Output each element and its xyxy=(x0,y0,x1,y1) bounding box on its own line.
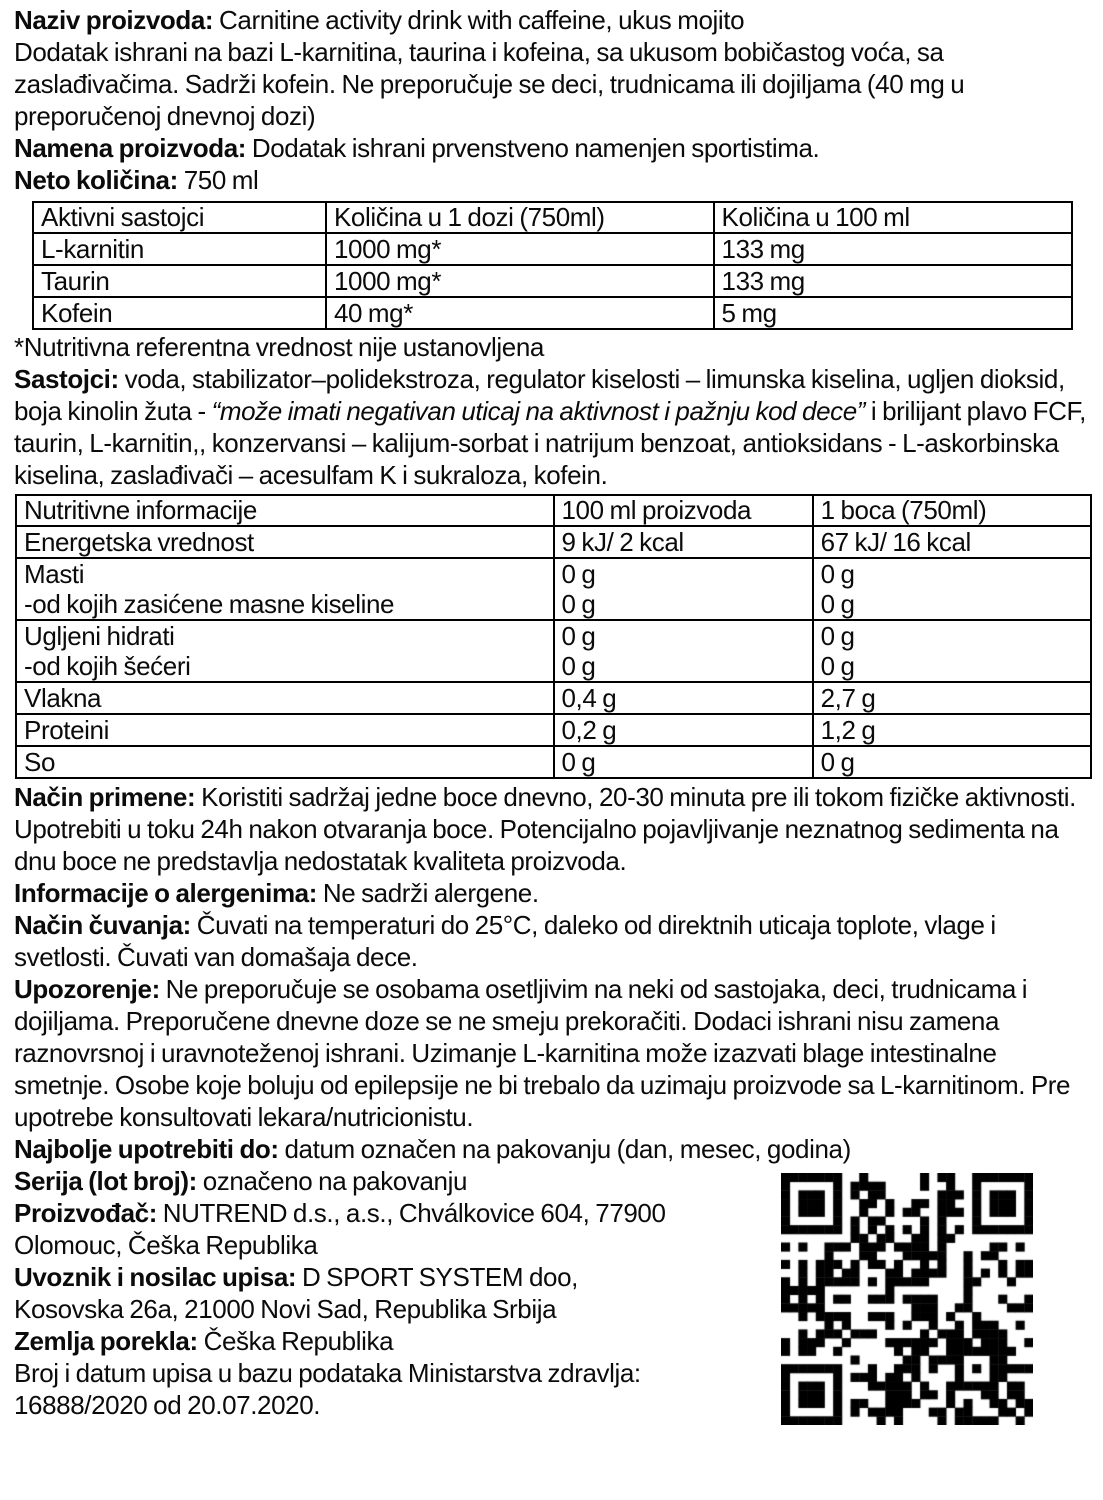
table-cell: 0 g 0 g xyxy=(813,620,1091,682)
table-cell: So xyxy=(16,746,554,778)
lot-label: Serija (lot broj): xyxy=(14,1166,197,1196)
registration-paragraph: Broj i datum upisa u bazu podataka Ministarstva zdravlja: 16888/2020 od 20.07.2020. xyxy=(14,1358,641,1420)
table-cell: Ugljeni hidrati -od kojih šećeri xyxy=(16,620,554,682)
table-row xyxy=(16,746,1091,778)
ingredients-paragraph xyxy=(14,363,1087,491)
best-before-paragraph xyxy=(14,1133,1087,1165)
usage-label: Način primene: xyxy=(14,782,196,812)
table-row xyxy=(33,297,1072,329)
column-header: 100 ml proizvoda xyxy=(554,495,813,526)
ingredients-warning-quote: “može imati negativan uticaj na aktivnost i pažnju kod dece” xyxy=(211,396,866,426)
table-row xyxy=(16,558,1091,620)
ingredients-text-2: i brilijant plavo FCF, taurin, L-karnitin,, konzervansi – kalijum-sorbat i natrijum benzoat, antioksidans - L-askorbinska kiselina, zaslađivači – acesulfam K i sukraloza, kofein. xyxy=(14,396,1086,490)
purpose-value: Dodatak ishrani prvenstveno namenjen sportistima. xyxy=(251,133,820,163)
manufacturer-label: Proizvođač: xyxy=(14,1198,157,1228)
qr-code xyxy=(781,1173,1033,1425)
ingredients-text-1: voda, stabilizator–polidekstroza, regulator kiselosti – limunska kiselina, ugljen dioksid, boja kinolin žuta - xyxy=(14,364,1065,426)
warning-label: Upozorenje: xyxy=(14,974,160,1004)
storage-text: Čuvati na temperaturi do 25°C, daleko od direktnih uticaja toplote, vlage i svetlosti. Čuvati van domašaja dece. xyxy=(14,910,996,972)
manufacturer-text: NUTREND d.s., a.s., Chválkovice 604, 77900 Olomouc, Češka Republika xyxy=(14,1198,666,1260)
nutrition-table xyxy=(15,494,1092,779)
column-header: Aktivni sastojci xyxy=(33,202,326,233)
storage-label: Način čuvanja: xyxy=(14,910,191,940)
warning-paragraph xyxy=(14,973,1087,1133)
origin-label: Zemlja porekla: xyxy=(14,1326,198,1356)
storage-paragraph xyxy=(14,909,1087,973)
net-quantity-line xyxy=(14,164,1087,196)
table-cell: 0 g 0 g xyxy=(554,558,813,620)
product-name-line xyxy=(14,4,1087,36)
table-cell: 0 g 0 g xyxy=(813,558,1091,620)
allergen-text: Ne sadrži alergene. xyxy=(322,878,539,908)
table-cell: 1,2 g xyxy=(813,714,1091,746)
table-cell: 0 g 0 g xyxy=(554,620,813,682)
table-cell: 1000 mg* xyxy=(326,233,714,265)
nrv-footnote: *Nutritivna referentna vrednost nije ustanovljena xyxy=(14,332,544,362)
table-cell: Vlakna xyxy=(16,682,554,714)
importer-text: D SPORT SYSTEM doo, Kosovska 26a, 21000 Novi Sad, Republika Srbija xyxy=(14,1262,578,1324)
table-cell: 0,4 g xyxy=(554,682,813,714)
table-row xyxy=(16,714,1091,746)
table-cell: 0 g xyxy=(813,746,1091,778)
importer-label: Uvoznik i nosilac upisa: xyxy=(14,1262,297,1292)
warning-text: Ne preporučuje se osobama osetljivim na neki od sastojaka, deci, trudnicama i dojiljama. Preporučene dnevne doze se ne smeju prekoračiti. Dodaci ishrani nisu zamena raznovrsnoj i uravnoteženoj ishrani. Uzimanje L-karnitina može izazvati blage intestinalne smetnje. Osobe koje boluju od epilepsije ne bi trebalo da uzimaju proizvode sa L-karnitinom. Pre upotrebe konsultovati lekara/nutricionistu. xyxy=(14,974,1071,1132)
table-row xyxy=(16,682,1091,714)
purpose-line xyxy=(14,132,1087,164)
table-cell: 1000 mg* xyxy=(326,265,714,297)
table-cell: Proteini xyxy=(16,714,554,746)
table-cell: L-karnitin xyxy=(33,233,326,265)
table-cell: Taurin xyxy=(33,265,326,297)
table-cell: 67 kJ/ 16 kcal xyxy=(813,526,1091,558)
lot-text: označeno na pakovanju xyxy=(202,1166,468,1196)
table-row xyxy=(33,265,1072,297)
table-cell: 133 mg xyxy=(714,265,1072,297)
allergen-paragraph xyxy=(14,877,1087,909)
qr-code-image xyxy=(781,1173,1033,1425)
ingredients-label: Sastojci: xyxy=(14,364,119,394)
table-cell: Masti -od kojih zasićene masne kiseline xyxy=(16,558,554,620)
table-cell: Energetska vrednost xyxy=(16,526,554,558)
column-header: Količina u 1 dozi (750ml) xyxy=(326,202,714,233)
column-header: Nutritivne informacije xyxy=(16,495,554,526)
table-row xyxy=(16,526,1091,558)
net-quantity-label: Neto količina: xyxy=(14,165,178,195)
table-cell: 0 g xyxy=(554,746,813,778)
origin-text: Češka Republika xyxy=(203,1326,394,1356)
nutrition-table-header-row xyxy=(16,495,1091,526)
allergen-label: Informacije o alergenima: xyxy=(14,878,317,908)
best-before-text: datum označen na pakovanju (dan, mesec, godina) xyxy=(284,1134,851,1164)
table-cell: Kofein xyxy=(33,297,326,329)
best-before-label: Najbolje upotrebiti do: xyxy=(14,1134,279,1164)
active-ingredients-table xyxy=(32,201,1073,330)
product-name-value: Carnitine activity drink with caffeine, ukus mojito xyxy=(219,5,745,35)
table-cell: 0,2 g xyxy=(554,714,813,746)
table-row xyxy=(33,233,1072,265)
table-cell: 9 kJ/ 2 kcal xyxy=(554,526,813,558)
net-quantity-value: 750 ml xyxy=(183,165,259,195)
active-table-header-row xyxy=(33,202,1072,233)
product-name-label: Naziv proizvoda: xyxy=(14,5,214,35)
table-row xyxy=(16,620,1091,682)
product-description: Dodatak ishrani na bazi L-karnitina, taurina i kofeina, sa ukusom bobičastog voća, sa zaslađivačima. Sadrži kofein. Ne preporučuje se deci, trudnicama ili dojiljama (40 mg u preporučenoj dnevnoj dozi) xyxy=(14,37,965,131)
usage-paragraph xyxy=(14,781,1087,877)
purpose-label: Namena proizvoda: xyxy=(14,133,247,163)
table-cell: 5 mg xyxy=(714,297,1072,329)
table-cell: 40 mg* xyxy=(326,297,714,329)
column-header: 1 boca (750ml) xyxy=(813,495,1091,526)
usage-text: Koristiti sadržaj jedne boce dnevno, 20-30 minuta pre ili tokom fizičke aktivnosti. Upotrebiti u toku 24h nakon otvaranja boce. Potencijalno pojavljivanje neznatnog sedimenta na dnu boce ne predstavlja nedostatak kvaliteta proizvoda. xyxy=(14,782,1076,876)
column-header: Količina u 100 ml xyxy=(714,202,1072,233)
table-cell: 133 mg xyxy=(714,233,1072,265)
table-cell: 2,7 g xyxy=(813,682,1091,714)
